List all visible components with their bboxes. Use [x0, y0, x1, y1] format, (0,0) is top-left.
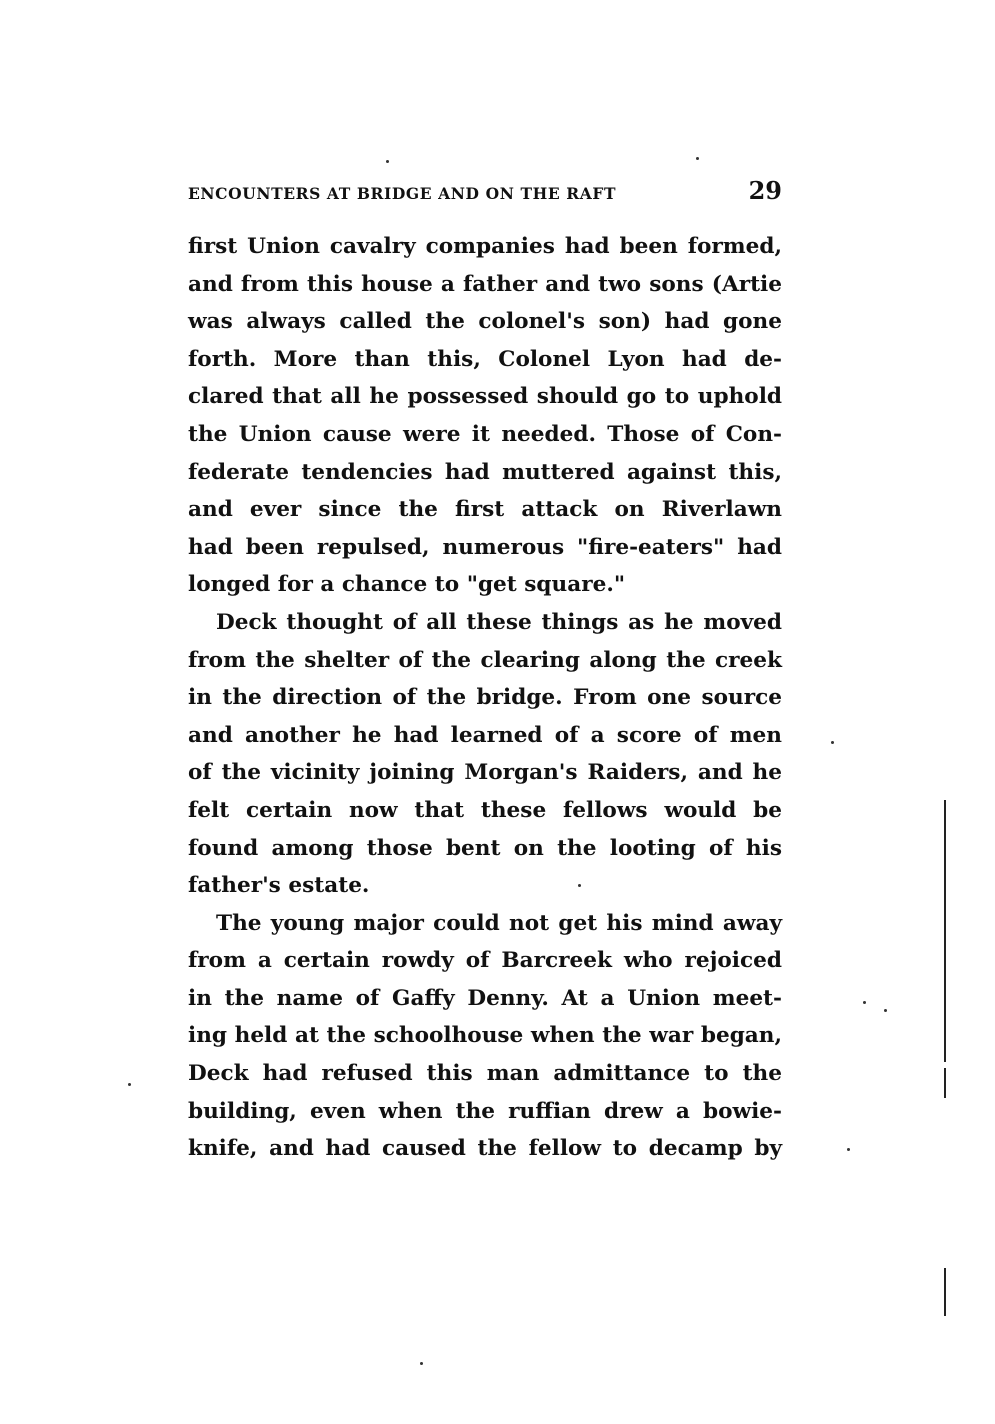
scan-speck	[847, 1148, 850, 1151]
scan-speck	[128, 1083, 131, 1086]
text-line: and ever since the first attack on Riverlawn	[188, 497, 782, 523]
text-line: had been repulsed, numerous "fire-eaters" had	[188, 534, 782, 560]
text-line: found among those bent on the looting of his	[188, 835, 782, 861]
text-line: The young major could not get his mind away	[216, 910, 782, 936]
text-line: ing held at the schoolhouse when the war began,	[188, 1023, 782, 1049]
scan-speck	[420, 1362, 423, 1365]
text-line: knife, and had caused the fellow to decamp by	[188, 1136, 782, 1162]
text-line: Deck had refused this man admittance to the	[188, 1061, 782, 1087]
scan-gutter-line	[944, 800, 946, 1062]
text-line: first Union cavalry companies had been formed,	[188, 234, 782, 259]
text-line: from a certain rowdy of Barcreek who rejoiced	[188, 948, 782, 974]
text-line: of the vicinity joining Morgan's Raiders, and he	[188, 760, 782, 786]
paragraph-2	[188, 604, 782, 905]
scan-speck	[884, 1009, 887, 1012]
text-line: from the shelter of the clearing along the creek	[188, 647, 782, 673]
scan-speck	[578, 884, 581, 887]
scan-speck	[386, 160, 389, 163]
scan-speck	[863, 1001, 866, 1004]
scan-speck	[831, 741, 834, 744]
text-line: and from this house a father and two sons (Artie	[188, 271, 782, 297]
scan-gutter-line	[944, 1268, 946, 1316]
body-text	[188, 228, 782, 1168]
text-line: federate tendencies had muttered against this,	[188, 459, 782, 485]
page-number: 29	[748, 176, 782, 205]
text-line: felt certain now that these fellows would be	[188, 797, 782, 823]
scan-speck	[696, 157, 699, 160]
text-line: the Union cause were it needed. Those of Con-	[188, 421, 782, 447]
text-line: father's estate.	[188, 873, 370, 899]
paragraph-1	[188, 228, 782, 604]
text-line: clared that all he possessed should go to uphold	[188, 384, 782, 410]
text-line: longed for a chance to "get square."	[188, 572, 626, 598]
text-line: Deck thought of all these things as he moved	[216, 609, 782, 635]
running-head	[188, 176, 782, 210]
paragraph-3	[188, 905, 782, 1168]
text-line: was always called the colonel's son) had gone	[188, 309, 782, 335]
text-line: forth. More than this, Colonel Lyon had de-	[188, 346, 782, 372]
text-line: building, even when the ruffian drew a bowie-	[188, 1098, 782, 1124]
text-line: in the direction of the bridge. From one source	[188, 685, 782, 711]
scan-gutter-line	[944, 1068, 946, 1098]
text-line: in the name of Gaffy Denny. At a Union meet-	[188, 985, 782, 1011]
text-line: and another he had learned of a score of men	[188, 722, 782, 748]
running-title: ENCOUNTERS AT BRIDGE AND ON THE RAFT	[188, 184, 617, 203]
